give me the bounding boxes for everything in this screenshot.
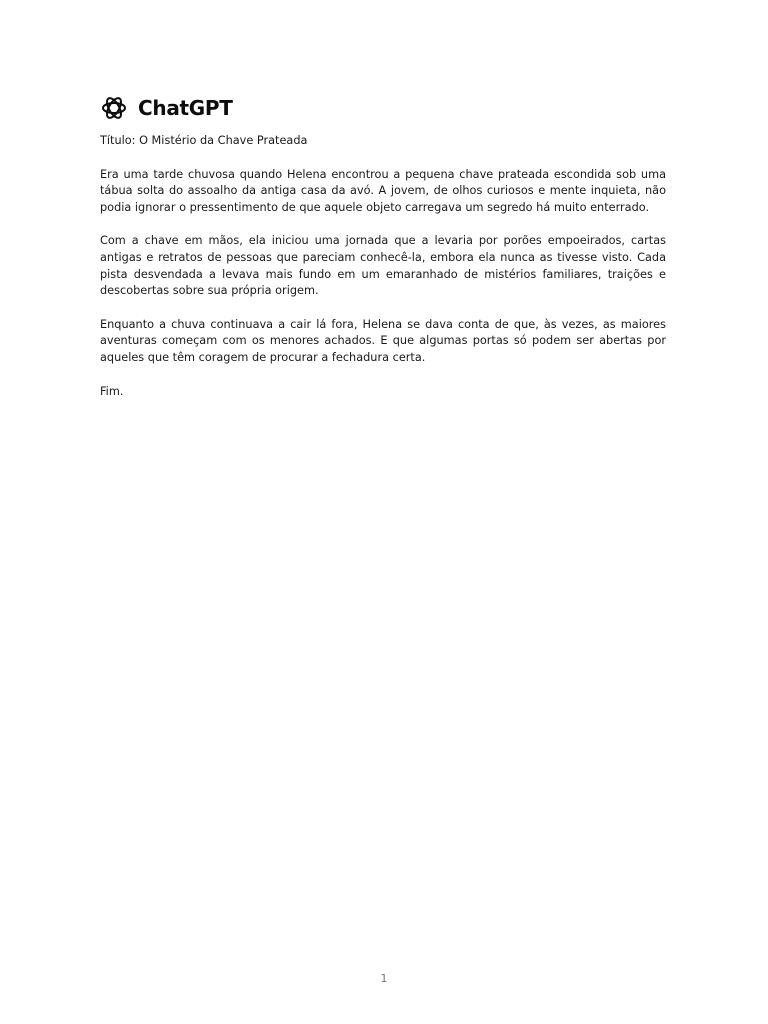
paragraph-2: Com a chave em mãos, ela iniciou uma jornada que a levaria por porões empoeirados, cartas antigas e retratos de pessoas que pareciam conhecê-la, embora ela nunca as tivesse visto. Cada pista desvendada a levava mais fundo em um emaranhado de mistérios familiares, traições e descobertas sobre sua própria origem.	[100, 234, 666, 298]
closing-text: Fim.	[100, 384, 124, 398]
paragraph-1: Era uma tarde chuvosa quando Helena encontrou a pequena chave prateada escondida sob uma tábua solta do assoalho da antiga casa da avó. A jovem, de olhos curiosos e mente inquieta, não podia ignorar o pressentimento de que aquele objeto carregava um segredo há muito enterrado.	[100, 167, 666, 214]
document-title: Título: O Mistério da Chave Prateada	[100, 134, 308, 147]
document-header	[100, 93, 233, 123]
document-body	[100, 133, 666, 400]
brand-name: ChatGPT	[138, 96, 233, 120]
openai-knot-icon	[100, 94, 128, 122]
page-number: 1	[380, 972, 388, 985]
paragraph-3: Enquanto a chuva continuava a cair lá fora, Helena se dava conta de que, às vezes, as maiores aventuras começam com os menores achados. E que algumas portas só podem ser abertas por aqueles que têm coragem de procurar a fechadura certa.	[100, 317, 666, 364]
